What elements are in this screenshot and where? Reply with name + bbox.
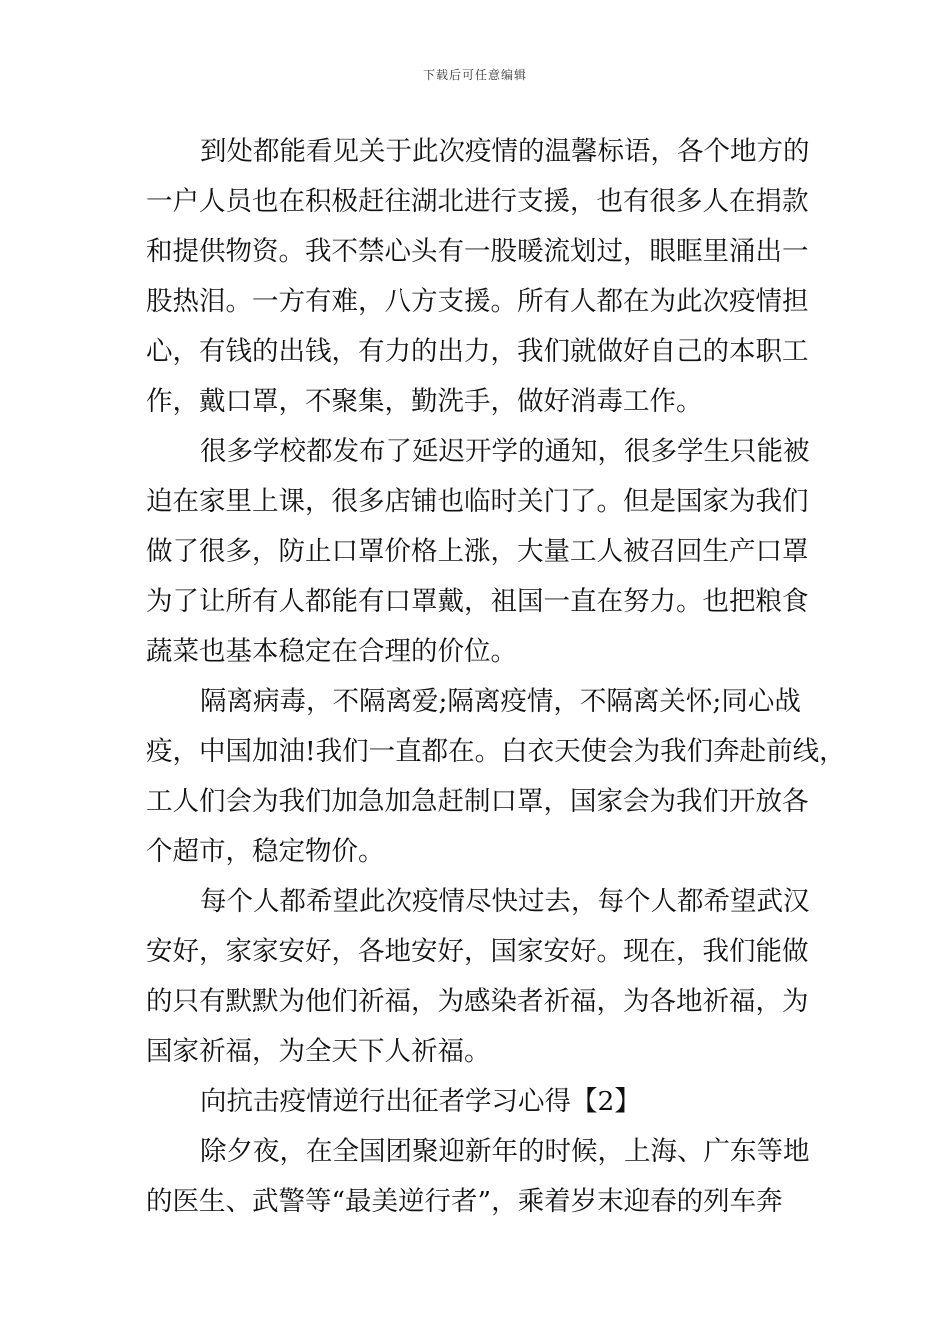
paragraph-line: 安好，家家安好，各地安好，国家安好。现在，我们能做 bbox=[146, 936, 809, 967]
paragraph-line: 蔬菜也基本稳定在合理的价位。 bbox=[146, 636, 517, 667]
paragraph-line: 除夕夜，在全国团聚迎新年的时候，上海、广东等地 bbox=[200, 1136, 810, 1167]
document-body bbox=[146, 127, 846, 1227]
paragraph-line: 到处都能看见关于此次疫情的温馨标语，各个地方的 bbox=[200, 136, 810, 167]
paragraph-line: 心，有钱的出钱，有力的出力，我们就做好自己的本职工 bbox=[146, 336, 809, 367]
paragraph-line: 每个人都希望此次疫情尽快过去，每个人都希望武汉 bbox=[200, 886, 810, 917]
paragraph-line: 很多学校都发布了延迟开学的通知，很多学生只能被 bbox=[200, 436, 810, 467]
paragraph-line: 隔离病毒，不隔离爱;隔离疫情，不隔离关怀;同心战 bbox=[200, 686, 801, 717]
paragraph-line: 的只有默默为他们祈福，为感染者祈福，为各地祈福，为 bbox=[146, 986, 809, 1017]
section-heading: 向抗击疫情逆行出征者学习心得【2】 bbox=[200, 1086, 641, 1117]
paragraph-line: 一户人员也在积极赶往湖北进行支援，也有很多人在捐款 bbox=[146, 186, 809, 217]
paragraph-line: 个超市，稳定物价。 bbox=[146, 836, 385, 867]
paragraph-line: 和提供物资。我不禁心头有一股暖流划过，眼眶里涌出一 bbox=[146, 236, 809, 267]
page-header: 下载后可任意编辑 bbox=[422, 68, 527, 82]
paragraph-line: 的医生、武警等“最美逆行者”，乘着岁末迎春的列车奔 bbox=[146, 1186, 783, 1217]
paragraph-line: 迫在家里上课，很多店铺也临时关门了。但是国家为我们 bbox=[146, 486, 809, 517]
paragraph-line: 工人们会为我们加急加急赶制口罩，国家会为我们开放各 bbox=[146, 786, 809, 817]
paragraph-line: 股热泪。一方有难，八方支援。所有人都在为此次疫情担 bbox=[146, 286, 809, 317]
paragraph-line: 疫，中国加油!我们一直都在。白衣天使会为我们奔赴前线， bbox=[146, 736, 846, 767]
paragraph-line: 作，戴口罩，不聚集，勤洗手，做好消毒工作。 bbox=[146, 386, 703, 417]
paragraph-line: 为了让所有人都能有口罩戴，祖国一直在努力。也把粮食 bbox=[146, 586, 809, 617]
paragraph-line: 国家祈福，为全天下人祈福。 bbox=[146, 1036, 491, 1067]
paragraph-line: 做了很多，防止口罩价格上涨，大量工人被召回生产口罩 bbox=[146, 536, 809, 567]
